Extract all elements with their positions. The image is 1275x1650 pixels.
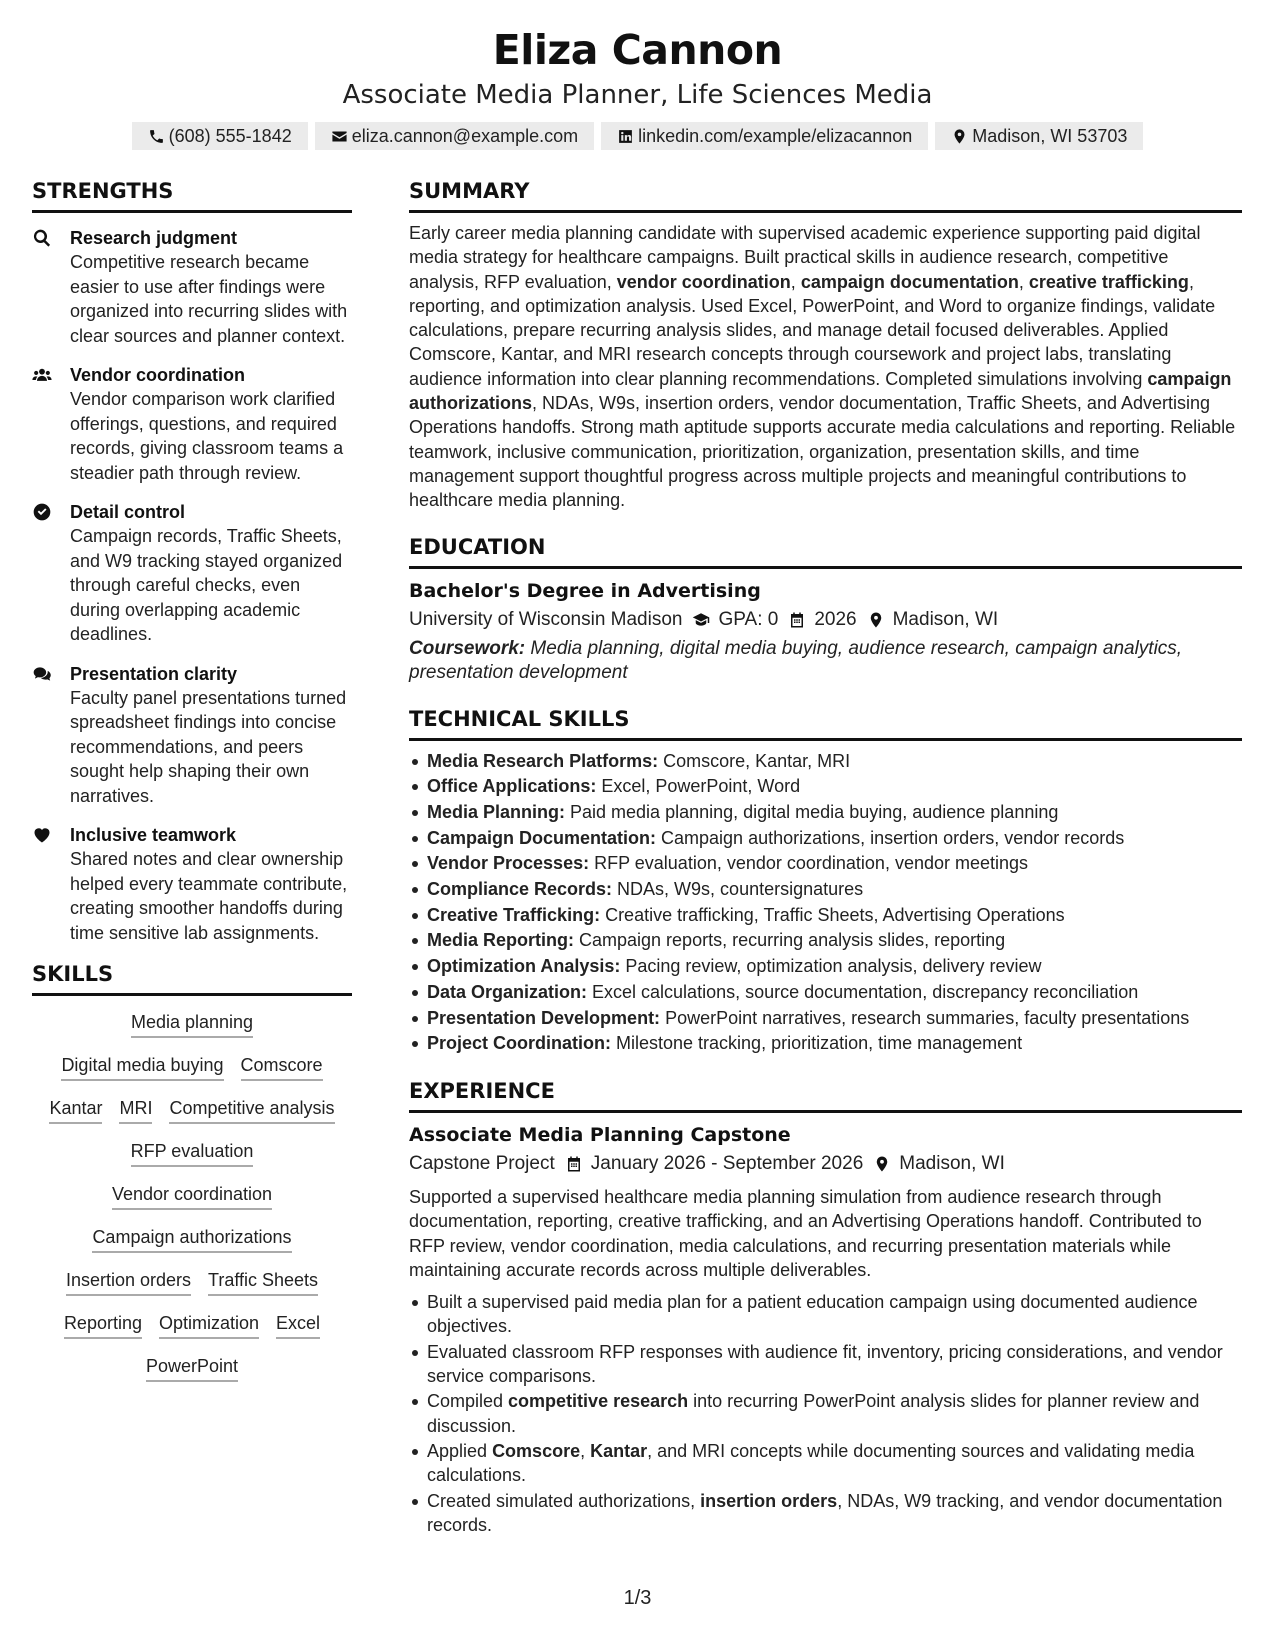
skill-tag: Comscore: [241, 1053, 323, 1081]
strength-description: Shared notes and clear ownership helped every teammate contribute, creating smoother handoffs during time sensitive lab assignments.: [70, 849, 348, 943]
skills-heading: SKILLS: [32, 960, 352, 996]
skill-tag-row: [32, 1139, 352, 1167]
map-pin-icon: [867, 611, 885, 629]
experience-org: Capstone Project: [409, 1153, 555, 1174]
bold-phrase: Kantar: [590, 1440, 648, 1461]
technical-skill-label: Data Organization:: [427, 981, 588, 1002]
calendar-icon: [788, 611, 806, 629]
strength-item: [32, 363, 352, 485]
text-run: Built a supervised paid media plan for a patient education campaign using documented audience objectives.: [427, 1292, 1198, 1337]
check-circle-icon: [32, 502, 52, 522]
skill-tag: Campaign authorizations: [92, 1225, 291, 1253]
technical-skill-item: [409, 954, 1242, 980]
technical-skill-value: Paid media planning, digital media buying, audience planning: [565, 801, 1059, 822]
skill-tag-row: [32, 1010, 352, 1038]
skill-tag-row: [32, 1311, 352, 1339]
bold-phrase: campaign documentation: [800, 271, 1019, 292]
contact-location-text: Madison, WI 53703: [972, 125, 1128, 146]
right-column: [409, 177, 1242, 1538]
skill-tag: Vendor coordination: [112, 1182, 272, 1210]
coursework: [409, 637, 1242, 685]
technical-skill-label: Office Applications:: [427, 776, 597, 797]
skill-tag: Insertion orders: [66, 1268, 191, 1296]
contact-bar: [0, 122, 1275, 150]
users-icon: [32, 365, 52, 385]
technical-skill-item: [409, 928, 1242, 954]
experience-meta: [409, 1149, 1242, 1179]
skill-tag: RFP evaluation: [131, 1139, 254, 1167]
strength-description: Vendor comparison work clarified offerings, questions, and required records, giving classroom teams a steadier path through review.: [70, 389, 344, 483]
strength-description: Campaign records, Traffic Sheets, and W9 tracking stayed organized through careful checks, even during overlapping academic deadlines.: [70, 526, 343, 644]
education-section: [409, 533, 1242, 685]
text-run: Applied: [427, 1440, 493, 1461]
text-run: , reporting, and optimization analysis. Used Excel, PowerPoint, and Word to organize findings, validate calculations, prepare recurring analysis slides, and manage detail focused deliverables. Applied Comscore, Kantar, and MRI research concepts through coursework and project labs, translating audience information into clear planning recommendations. Completed simulations involving: [409, 271, 1216, 389]
strength-title: Detail control: [70, 502, 186, 522]
candidate-headline: Associate Media Planner, Life Sciences Media: [342, 80, 933, 110]
skill-tag: Excel: [276, 1311, 320, 1339]
skill-tag: Digital media buying: [61, 1053, 223, 1081]
skill-tag-row: [32, 1268, 352, 1296]
bold-phrase: vendor coordination: [616, 271, 791, 292]
strengths-list: [32, 226, 352, 945]
skill-tags: [32, 1010, 352, 1382]
skill-tag: Competitive analysis: [169, 1096, 334, 1124]
summary-section: [409, 177, 1242, 513]
technical-skill-value: Campaign authorizations, insertion orders, vendor records: [656, 827, 1125, 848]
text-run: ,: [790, 271, 801, 292]
linkedin-icon: [617, 128, 634, 145]
technical-skill-label: Creative Trafficking:: [427, 904, 601, 925]
heart-icon: [32, 825, 52, 845]
technical-skill-label: Media Planning:: [427, 801, 566, 822]
technical-skill-value: Excel calculations, source documentation, discrepancy reconciliation: [587, 981, 1139, 1002]
technical-skill-label: Project Coordination:: [427, 1033, 611, 1054]
skill-tag: Media planning: [131, 1010, 253, 1038]
graduation-cap-icon: [692, 611, 710, 629]
experience-description: Supported a supervised healthcare media planning simulation from audience research through documentation, reporting, creative trafficking, and an Advertising Operations handoff. Contributed to RFP review, vendor coordination, media calculations, and recurring presentation materials while maintaining accurate records across multiple deliverables.: [409, 1187, 1202, 1280]
skill-tag: Kantar: [49, 1096, 102, 1124]
technical-skill-item: [409, 749, 1242, 775]
technical-skill-value: Comscore, Kantar, MRI: [658, 750, 851, 771]
technical-skill-item: [409, 980, 1242, 1006]
school-name: University of Wisconsin Madison: [409, 608, 683, 630]
contact-linkedin-text: linkedin.com/example/elizacannon: [638, 125, 913, 146]
strength-title: Presentation clarity: [70, 663, 238, 684]
technical-skill-item: [409, 1031, 1242, 1057]
skill-tag: Optimization: [159, 1311, 259, 1339]
education-meta: [409, 605, 1242, 635]
text-run: ,: [1018, 271, 1029, 292]
skill-tag-row: [32, 1053, 352, 1081]
experience-role: Associate Media Planning Capstone: [409, 1124, 791, 1146]
experience-heading: EXPERIENCE: [409, 1077, 1242, 1113]
strength-description: Competitive research became easier to use after findings were organized into recurring slides with clear sources and planner context.: [70, 252, 348, 346]
skill-tag: PowerPoint: [146, 1354, 238, 1382]
technical-skill-value: PowerPoint narratives, research summaries, faculty presentations: [660, 1007, 1190, 1028]
technical-skill-label: Media Reporting:: [427, 930, 574, 951]
strength-item: [32, 823, 352, 945]
strength-title: Research judgment: [70, 228, 238, 248]
technical-skill-value: Milestone tracking, prioritization, time management: [611, 1033, 1023, 1054]
search-icon: [32, 228, 52, 248]
graduation-year: 2026: [814, 608, 857, 630]
bold-phrase: creative trafficking: [1028, 271, 1189, 292]
skill-tag-row: [32, 1225, 352, 1253]
contact-email-text: eliza.cannon@example.com: [351, 125, 579, 146]
text-run: Early career media planning candidate with supervised academic experience supporting paid digital media strategy for healthcare campaigns. Built practical skills in audience research, competitive analysis, RFP evaluation,: [409, 223, 1201, 292]
comments-icon: [32, 664, 52, 684]
text-run: , NDAs, W9s, insertion orders, vendor documentation, Traffic Sheets, and Advertising Operations handoffs. Strong math aptitude supports accurate media calculations and reporting. Reliable teamwork, inclusive communication, prioritization, organization, presentation skills, and time management support thoughtful progress across multiple projects and meaningful contributions to healthcare media planning.: [409, 393, 1236, 511]
experience-bullet: [409, 1489, 1242, 1538]
technical-skill-label: Presentation Development:: [427, 1007, 661, 1028]
skill-tag: MRI: [119, 1096, 152, 1124]
candidate-name: Eliza Cannon: [492, 26, 783, 74]
technical-skill-value: Creative trafficking, Traffic Sheets, Advertising Operations: [600, 904, 1065, 925]
skill-tag: Traffic Sheets: [208, 1268, 318, 1296]
bold-phrase: Comscore: [492, 1440, 581, 1461]
strength-description: Faculty panel presentations turned spreadsheet findings into concise recommendations, and peers sought help shaping their own narratives.: [70, 687, 347, 806]
text-run: , and MRI concepts while documenting sources and validating media calculations.: [427, 1440, 1195, 1486]
technical-skill-value: Excel, PowerPoint, Word: [596, 776, 801, 797]
map-pin-icon: [951, 128, 968, 145]
map-pin-icon: [873, 1155, 891, 1173]
experience-section: [409, 1077, 1242, 1537]
technical-skill-label: Vendor Processes:: [427, 853, 590, 874]
degree-title: Bachelor's Degree in Advertising: [409, 579, 761, 602]
experience-bullet: [409, 1340, 1242, 1389]
strength-item: [32, 500, 352, 647]
phone-icon: [148, 128, 165, 145]
text-run: into recurring PowerPoint analysis slides for planner review and discussion.: [427, 1391, 1200, 1436]
technical-skill-value: Campaign reports, recurring analysis slides, reporting: [574, 930, 1006, 951]
bold-phrase: competitive research: [508, 1391, 689, 1412]
technical-skill-item: [409, 877, 1242, 903]
contact-phone[interactable]: [132, 122, 308, 150]
text-run: Evaluated classroom RFP responses with audience fit, inventory, pricing considerations, and vendor service comparisons.: [427, 1341, 1223, 1387]
technical-skill-value: Pacing review, optimization analysis, delivery review: [620, 956, 1042, 977]
experience-bullet: [409, 1439, 1242, 1488]
technical-skill-item: [409, 851, 1242, 877]
resume-header: [0, 0, 1275, 150]
strength-item: [32, 226, 352, 348]
experience-bullet: [409, 1389, 1242, 1438]
experience-bullet: [409, 1290, 1242, 1339]
technical-skill-item: [409, 826, 1242, 852]
left-column: [32, 177, 352, 1397]
strength-title: Vendor coordination: [70, 365, 246, 385]
education-heading: EDUCATION: [409, 533, 1242, 569]
strength-item: [32, 662, 352, 809]
experience-bullets: [409, 1290, 1242, 1537]
coursework-label: Coursework:: [409, 637, 526, 659]
text-run: ,: [580, 1440, 591, 1461]
experience-location: Madison, WI: [899, 1153, 1005, 1174]
text-run: Created simulated authorizations,: [427, 1490, 701, 1511]
contact-email[interactable]: [315, 122, 594, 150]
technical-skills-section: [409, 705, 1242, 1057]
skill-tag-row: [32, 1354, 352, 1382]
calendar-icon: [565, 1155, 583, 1173]
technical-skill-item: [409, 1006, 1242, 1032]
technical-skill-item: [409, 903, 1242, 929]
technical-skill-item: [409, 774, 1242, 800]
envelope-icon: [331, 128, 348, 145]
bold-phrase: campaign authorizations: [409, 368, 1232, 414]
page-number: 1/3: [623, 1587, 652, 1609]
coursework-text: Media planning, digital media buying, audience research, campaign analytics, presentation development: [409, 637, 1183, 683]
technical-skill-label: Media Research Platforms:: [427, 750, 659, 771]
gpa: GPA: 0: [718, 608, 779, 630]
technical-skill-value: NDAs, W9s, countersignatures: [612, 879, 864, 900]
text-run: Compiled: [427, 1391, 509, 1412]
contact-linkedin[interactable]: [601, 122, 928, 150]
technical-skill-item: [409, 800, 1242, 826]
summary-heading: SUMMARY: [409, 177, 1242, 213]
skill-tag-row: [32, 1096, 352, 1124]
strengths-heading: STRENGTHS: [32, 177, 352, 213]
education-location: Madison, WI: [892, 608, 999, 630]
experience-dates: January 2026 - September 2026: [590, 1153, 864, 1174]
strength-title: Inclusive teamwork: [70, 825, 237, 845]
text-run: , NDAs, W9 tracking, and vendor documentation records.: [427, 1490, 1223, 1535]
skills-section: [32, 960, 352, 1382]
technical-skill-label: Optimization Analysis:: [427, 956, 621, 977]
technical-skills-list: [409, 749, 1242, 1057]
bold-phrase: insertion orders: [700, 1490, 838, 1511]
technical-skill-label: Campaign Documentation:: [427, 827, 657, 848]
contact-location: [935, 122, 1143, 150]
skill-tag: Reporting: [64, 1311, 142, 1339]
skill-tag-row: [32, 1182, 352, 1210]
summary-text: [409, 221, 1242, 513]
contact-phone-text: (608) 555-1842: [168, 125, 292, 146]
technical-skill-label: Compliance Records:: [427, 879, 613, 900]
technical-skills-heading: TECHNICAL SKILLS: [409, 705, 1242, 741]
technical-skill-value: RFP evaluation, vendor coordination, vendor meetings: [589, 853, 1029, 874]
